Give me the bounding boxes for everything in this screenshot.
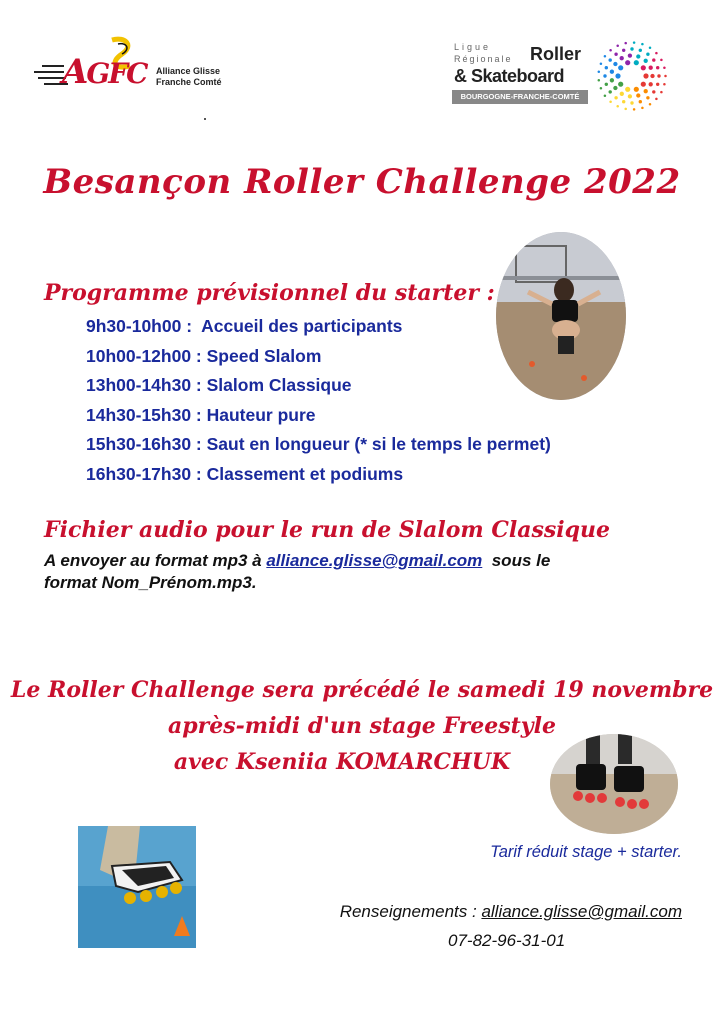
burst-dot bbox=[605, 66, 608, 69]
burst-dot bbox=[624, 42, 627, 45]
burst-dot bbox=[620, 56, 624, 60]
schedule-item: 15h30-16h30 : Saut en longueur (* si le temps le permet) bbox=[86, 434, 551, 454]
skates-photo bbox=[550, 734, 678, 834]
burst-dot bbox=[644, 89, 648, 93]
burst-dot bbox=[641, 65, 646, 70]
burst-dot bbox=[649, 66, 653, 70]
agfc-name-line2: Franche Comté bbox=[156, 77, 222, 87]
programme-heading: Programme prévisionnel du starter : bbox=[44, 280, 495, 306]
burst-dot bbox=[650, 74, 654, 78]
slalom-photo bbox=[78, 826, 196, 948]
audio-text-line2: format Nom_Prénom.mp3. bbox=[44, 573, 257, 592]
burst-dot bbox=[646, 53, 649, 56]
regionale-label: Régionale bbox=[454, 54, 513, 64]
burst-dot bbox=[604, 94, 607, 97]
agfc-initial-gfc: GFC bbox=[86, 57, 147, 90]
burst-dot bbox=[660, 91, 663, 94]
region-banner: BOURGOGNE-FRANCHE-COMTÉ bbox=[452, 90, 588, 104]
burst-dot bbox=[610, 70, 614, 74]
burst-dot bbox=[614, 53, 617, 56]
burst-dot bbox=[603, 74, 606, 77]
agfc-name-line1: Alliance Glisse bbox=[156, 66, 221, 76]
burst-dot bbox=[636, 93, 640, 97]
roller-label: Roller bbox=[530, 44, 582, 64]
page-title: Besançon Roller Challenge 2022 bbox=[43, 162, 681, 202]
schedule-item: 9h30-10h00 : Accueil des participants bbox=[86, 316, 403, 336]
burst-dot bbox=[630, 101, 633, 104]
burst-dot bbox=[600, 62, 603, 64]
burst-dot bbox=[633, 108, 636, 111]
burst-dot bbox=[618, 65, 623, 70]
schedule-item: 10h00-12h00 : Speed Slalom bbox=[86, 345, 322, 366]
small-dot bbox=[204, 118, 206, 120]
schedule-list bbox=[86, 312, 551, 489]
burst-dot bbox=[598, 71, 601, 74]
burst-dot bbox=[649, 46, 652, 49]
burst-dot bbox=[628, 53, 632, 57]
burst-dot bbox=[641, 43, 644, 46]
burst-dot bbox=[600, 87, 603, 90]
burst-dot bbox=[624, 108, 627, 111]
burst-dot bbox=[622, 49, 625, 52]
burst-dot bbox=[644, 59, 648, 63]
burst-dot bbox=[656, 66, 659, 69]
burst-dot bbox=[664, 75, 667, 78]
audio-text-before: A envoyer au format mp3 à bbox=[44, 551, 267, 570]
burst-dot bbox=[641, 107, 644, 110]
audio-heading: Fichier audio pour le run de Slalom Classique bbox=[44, 517, 610, 543]
audio-instructions bbox=[44, 550, 550, 594]
burst-dot bbox=[639, 49, 642, 52]
color-burst-icon bbox=[596, 40, 668, 112]
burst-dot bbox=[628, 94, 632, 98]
burst-dot bbox=[604, 55, 607, 58]
burst-dot bbox=[616, 44, 619, 47]
burst-dot bbox=[614, 96, 617, 99]
agfc-initial-a: A bbox=[62, 52, 87, 92]
schedule-item: 16h30-17h30 : Classement et podiums bbox=[86, 463, 404, 484]
burst-dot bbox=[625, 87, 630, 92]
burst-dot bbox=[618, 82, 623, 87]
burst-dot bbox=[636, 54, 640, 58]
burst-dot bbox=[610, 78, 614, 82]
burst-dot bbox=[609, 58, 612, 61]
burst-dot bbox=[643, 73, 648, 78]
contact-line bbox=[340, 902, 682, 922]
ligue-logo bbox=[452, 42, 592, 108]
burst-dot bbox=[616, 105, 619, 108]
burst-dot bbox=[649, 82, 653, 86]
stage-line3: avec Kseniia KOMARCHUK bbox=[173, 749, 511, 775]
contact-email-link[interactable]: alliance.glisse@gmail.com bbox=[481, 902, 682, 921]
burst-dot bbox=[630, 47, 633, 50]
contact-phone[interactable]: 07-82-96-31-01 bbox=[448, 931, 566, 950]
stage-line2: après-midi d'un stage Freestyle bbox=[168, 713, 556, 739]
skateboard-label: & Skateboard bbox=[454, 66, 565, 86]
burst-dot bbox=[598, 79, 601, 82]
tarif-text: Tarif réduit stage + starter. bbox=[490, 843, 682, 861]
burst-dot bbox=[622, 100, 625, 103]
burst-dot bbox=[656, 83, 659, 86]
burst-dot bbox=[639, 100, 642, 103]
burst-dot bbox=[655, 52, 658, 55]
burst-dot bbox=[634, 87, 639, 92]
burst-dot bbox=[609, 90, 612, 93]
schedule-item: 13h00-14h30 : Slalom Classique bbox=[86, 375, 352, 395]
burst-dot bbox=[649, 103, 652, 106]
schedule-item: 14h30-15h30 : Hauteur pure bbox=[86, 404, 316, 425]
burst-dot bbox=[613, 86, 617, 90]
burst-dot bbox=[641, 82, 646, 87]
burst-dot bbox=[615, 73, 620, 78]
burst-dot bbox=[605, 83, 608, 86]
burst-dot bbox=[646, 96, 649, 99]
burst-dot bbox=[652, 90, 655, 93]
burst-dot bbox=[634, 60, 639, 65]
audio-text-after: sous le bbox=[482, 551, 551, 570]
contact-label: Renseignements : bbox=[339, 902, 482, 921]
burst-dot bbox=[655, 98, 658, 101]
burst-dot bbox=[652, 58, 655, 61]
burst-dot bbox=[609, 101, 612, 104]
burst-dot bbox=[613, 62, 617, 66]
burst-dot bbox=[625, 60, 630, 65]
burst-dot bbox=[657, 74, 660, 77]
agfc-name bbox=[156, 66, 222, 88]
burst-dot bbox=[660, 59, 663, 62]
agfc-initials bbox=[62, 52, 146, 92]
burst-dot bbox=[663, 66, 666, 69]
burst-dot bbox=[633, 41, 636, 44]
ligue-label: Ligue bbox=[454, 42, 492, 52]
burst-dot bbox=[609, 49, 612, 52]
stage-line1: Le Roller Challenge sera précédé le samedi 19 novembre bbox=[10, 677, 714, 703]
burst-dot bbox=[663, 83, 666, 86]
audio-email-link[interactable]: alliance.glisse@gmail.com bbox=[266, 551, 483, 570]
burst-dot bbox=[620, 92, 624, 96]
